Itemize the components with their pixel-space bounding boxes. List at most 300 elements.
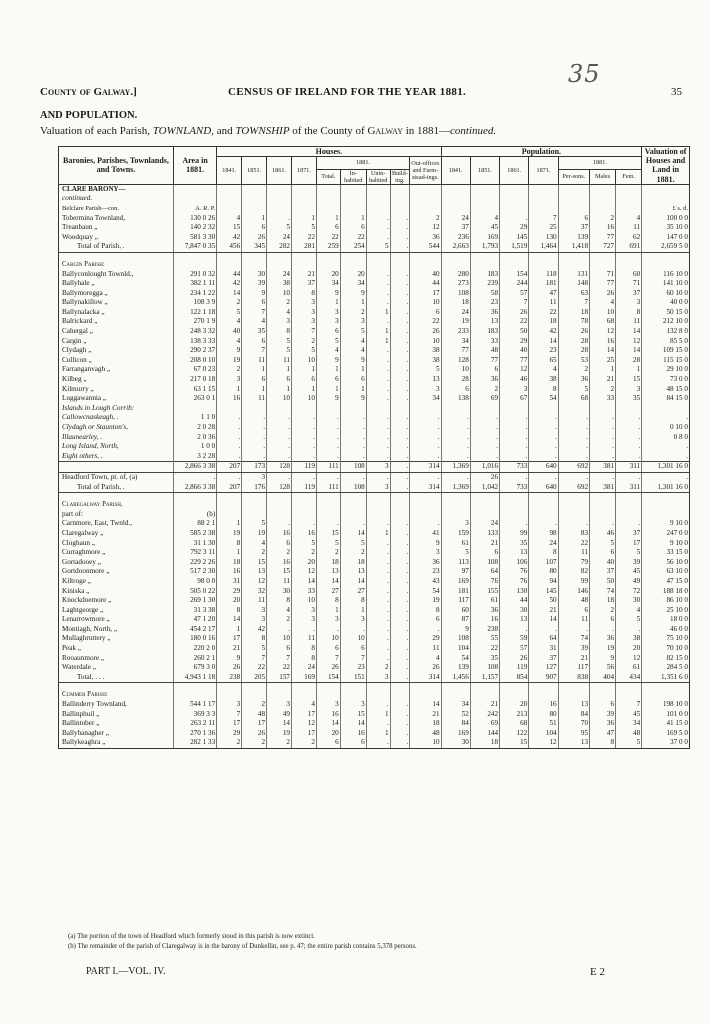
- table-cell: 2: [217, 365, 242, 375]
- table-cell: 6: [590, 615, 616, 625]
- table-cell: [267, 184, 292, 194]
- table-cell: 117: [558, 663, 589, 673]
- table-cell: 52: [441, 710, 470, 720]
- table-cell: 18: [217, 558, 242, 568]
- table-cell: 50 15 0: [642, 308, 690, 318]
- table-cell: 154: [316, 673, 340, 683]
- table-cell: 58: [470, 289, 499, 299]
- table-cell: 40: [500, 346, 529, 356]
- table-cell: 1: [340, 298, 366, 308]
- table-cell: 75 10 0: [642, 634, 690, 644]
- table-row: [59, 558, 690, 568]
- table-cell: 5: [410, 365, 441, 375]
- table-cell: [292, 404, 317, 414]
- table-cell: 3: [292, 606, 317, 616]
- table-cell: [242, 204, 267, 214]
- table-cell: 5: [340, 539, 366, 549]
- table-cell: .: [500, 442, 529, 452]
- table-cell: 15: [267, 567, 292, 577]
- row-label: Ballintober „: [59, 719, 174, 729]
- row-label: Total of Parish, .: [59, 242, 174, 252]
- table-cell: 2,663: [441, 242, 470, 252]
- page-number: 35: [671, 86, 682, 98]
- table-cell: .: [316, 519, 340, 529]
- table-cell: 5: [316, 539, 340, 549]
- row-label: Tobermina Townland,: [59, 214, 174, 224]
- table-cell: [616, 500, 642, 510]
- row-label: Carnmore, East, Twnld.,: [59, 519, 174, 529]
- table-cell: .: [590, 452, 616, 462]
- row-label: Rooaunmore „: [59, 654, 174, 664]
- table-cell: 6: [340, 375, 366, 385]
- table-cell: 24: [470, 519, 499, 529]
- table-cell: .: [267, 214, 292, 224]
- table-cell: 213: [500, 710, 529, 720]
- table-cell: 381: [590, 462, 616, 473]
- table-cell: [292, 184, 317, 194]
- table-cell: 1: [217, 625, 242, 635]
- table-cell: .: [366, 654, 390, 664]
- table-cell: .: [500, 413, 529, 423]
- table-cell: 63 1 15: [173, 385, 216, 395]
- table-cell: .: [366, 577, 390, 587]
- table-row: [59, 654, 690, 664]
- table-cell: 51: [529, 719, 558, 729]
- table-cell: 17: [217, 634, 242, 644]
- row-label: Islands in Lough Corrib:: [59, 404, 174, 414]
- table-cell: 8: [616, 308, 642, 318]
- table-cell: 10: [410, 298, 441, 308]
- table-cell: 907: [529, 673, 558, 683]
- row-label: [59, 683, 174, 691]
- table-cell: .: [366, 606, 390, 616]
- table-cell: .: [390, 483, 410, 493]
- table-cell: [292, 690, 317, 700]
- table-cell: 11: [558, 548, 589, 558]
- row-label: Laghtgeorge „: [59, 606, 174, 616]
- table-cell: 22: [292, 233, 317, 243]
- table-cell: 14: [529, 337, 558, 347]
- table-cell: 4: [292, 700, 317, 710]
- row-label: Claregalway „: [59, 529, 174, 539]
- table-cell: [410, 493, 441, 501]
- table-cell: .: [616, 472, 642, 482]
- table-cell: 87: [441, 615, 470, 625]
- table-cell: .: [470, 423, 499, 433]
- table-cell: 1,519: [500, 242, 529, 252]
- table-cell: [292, 683, 317, 691]
- table-cell: 44: [410, 279, 441, 289]
- row-label: Kilmurry „: [59, 385, 174, 395]
- table-cell: 38: [410, 356, 441, 366]
- table-cell: .: [390, 375, 410, 385]
- table-cell: 260 2 1: [173, 654, 216, 664]
- caption-part: of the County of: [289, 125, 368, 137]
- table-cell: 404: [590, 673, 616, 683]
- table-cell: 46 0 0: [642, 625, 690, 635]
- table-cell: 4: [590, 298, 616, 308]
- table-row: [59, 270, 690, 280]
- table-row: [59, 615, 690, 625]
- table-cell: 281: [292, 242, 317, 252]
- table-cell: 17: [616, 539, 642, 549]
- table-cell: 1: [366, 710, 390, 720]
- table-cell: 1: [316, 385, 340, 395]
- caption-part: continued.: [450, 125, 497, 137]
- table-cell: 6: [267, 375, 292, 385]
- table-cell: 18: [340, 558, 366, 568]
- table-cell: 18: [410, 719, 441, 729]
- table-row: [59, 413, 690, 423]
- table-cell: 97: [441, 567, 470, 577]
- table-cell: 6: [267, 644, 292, 654]
- table-cell: 345: [242, 242, 267, 252]
- table-row: [59, 577, 690, 587]
- table-cell: 4: [616, 214, 642, 224]
- row-label: Cahergal „: [59, 327, 174, 337]
- table-cell: 20: [616, 644, 642, 654]
- table-cell: 12: [616, 654, 642, 664]
- table-cell: 188 18 0: [642, 587, 690, 597]
- table-cell: 21: [410, 710, 441, 720]
- table-cell: 59: [500, 634, 529, 644]
- table-cell: .: [366, 634, 390, 644]
- table-cell: 24: [441, 308, 470, 318]
- table-cell: 34: [340, 279, 366, 289]
- table-row: [59, 404, 690, 414]
- table-cell: 3: [316, 317, 340, 327]
- col-header-population: Population.: [441, 147, 642, 157]
- table-cell: [292, 204, 317, 214]
- table-cell: .: [390, 606, 410, 616]
- table-cell: 2: [217, 298, 242, 308]
- table-cell: [410, 252, 441, 260]
- table-cell: 2: [267, 615, 292, 625]
- table-cell: .: [616, 423, 642, 433]
- table-cell: 33: [292, 587, 317, 597]
- table-cell: 2: [267, 298, 292, 308]
- table-cell: .: [340, 472, 366, 482]
- table-cell: 14: [316, 719, 340, 729]
- col-header-valuation: Valuation of Houses and Land in 1881.: [642, 147, 690, 185]
- table-row: [59, 510, 690, 520]
- table-cell: [366, 500, 390, 510]
- table-cell: [500, 184, 529, 194]
- row-label: Curraghmore „: [59, 548, 174, 558]
- table-row: [59, 385, 690, 395]
- table-cell: 154: [500, 270, 529, 280]
- table-cell: 47: [590, 729, 616, 739]
- table-cell: 1: [217, 385, 242, 395]
- table-cell: 2: [217, 738, 242, 748]
- table-cell: 6: [316, 644, 340, 654]
- table-cell: .: [590, 625, 616, 635]
- table-cell: [292, 260, 317, 270]
- table-cell: 12: [292, 719, 317, 729]
- table-cell: 68: [558, 394, 589, 404]
- row-label: Clydagh or Staunton's,: [59, 423, 174, 433]
- table-cell: 16: [470, 615, 499, 625]
- table-cell: [500, 510, 529, 520]
- table-cell: 26: [217, 663, 242, 673]
- table-cell: 42: [242, 625, 267, 635]
- table-cell: 1: [242, 214, 267, 224]
- table-cell: [340, 184, 366, 194]
- table-cell: 1: [366, 529, 390, 539]
- table-cell: 44: [217, 270, 242, 280]
- table-cell: [410, 260, 441, 270]
- table-cell: 6: [590, 548, 616, 558]
- table-cell: [173, 500, 216, 510]
- table-cell: .: [390, 394, 410, 404]
- table-cell: 108: [340, 483, 366, 493]
- table-cell: 83: [558, 529, 589, 539]
- table-row: [59, 519, 690, 529]
- census-table-wrapper: [58, 146, 690, 749]
- table-cell: [242, 493, 267, 501]
- table-cell: 145: [529, 587, 558, 597]
- row-label: Illaunearley, .: [59, 433, 174, 443]
- table-cell: .: [340, 413, 366, 423]
- table-cell: 7: [500, 298, 529, 308]
- table-cell: 5: [616, 738, 642, 748]
- table-cell: 1 1 0: [173, 413, 216, 423]
- table-row: [59, 317, 690, 327]
- table-cell: 4: [242, 539, 267, 549]
- row-label: Luggawannia „: [59, 394, 174, 404]
- table-row: [59, 644, 690, 654]
- table-cell: 71: [616, 279, 642, 289]
- table-cell: 101 0 0: [642, 710, 690, 720]
- table-cell: 5: [242, 519, 267, 529]
- table-cell: 36: [470, 308, 499, 318]
- table-row: [59, 289, 690, 299]
- row-label: Total of Parish, .: [59, 483, 174, 493]
- table-cell: 86 10 0: [642, 596, 690, 606]
- table-cell: 47: [529, 289, 558, 299]
- table-row: [59, 472, 690, 482]
- table-cell: 2: [366, 663, 390, 673]
- table-cell: .: [340, 452, 366, 462]
- table-cell: 1: [366, 337, 390, 347]
- table-cell: 6: [410, 308, 441, 318]
- col-header-uninhabited: Unin-habited: [366, 169, 390, 184]
- table-cell: 23: [470, 298, 499, 308]
- table-cell: .: [267, 519, 292, 529]
- table-cell: [616, 493, 642, 501]
- table-cell: 3: [441, 519, 470, 529]
- table-cell: .: [390, 710, 410, 720]
- table-cell: 6: [242, 298, 267, 308]
- table-cell: [267, 194, 292, 204]
- table-cell: 1: [366, 308, 390, 318]
- col-header-pop-1851: 1851.: [470, 157, 499, 185]
- table-cell: 12: [590, 327, 616, 337]
- table-cell: 9: [340, 289, 366, 299]
- table-cell: .: [390, 270, 410, 280]
- row-label: Ballymoregga „: [59, 289, 174, 299]
- table-cell: 39: [616, 558, 642, 568]
- table-cell: 119: [292, 483, 317, 493]
- table-cell: 2: [267, 738, 292, 748]
- table-cell: [316, 510, 340, 520]
- table-cell: 84 15 0: [642, 394, 690, 404]
- table-cell: .: [340, 625, 366, 635]
- table-cell: 5: [267, 223, 292, 233]
- table-cell: 47 1 20: [173, 615, 216, 625]
- table-row: [59, 214, 690, 224]
- row-label: [59, 252, 174, 260]
- table-cell: 12: [500, 365, 529, 375]
- table-cell: .: [390, 615, 410, 625]
- table-cell: [242, 184, 267, 194]
- table-cell: 9: [441, 625, 470, 635]
- table-cell: [390, 204, 410, 214]
- col-header-1871: 1871.: [292, 157, 317, 185]
- table-cell: 3: [267, 317, 292, 327]
- table-cell: 39: [558, 644, 589, 654]
- table-cell: .: [390, 462, 410, 473]
- table-cell: 31: [217, 577, 242, 587]
- table-cell: [217, 683, 242, 691]
- table-cell: 14: [590, 346, 616, 356]
- table-cell: 72: [616, 587, 642, 597]
- table-cell: 23: [410, 567, 441, 577]
- table-cell: 42: [217, 233, 242, 243]
- table-cell: 0 8 0: [642, 433, 690, 443]
- table-row: [59, 375, 690, 385]
- table-cell: [500, 260, 529, 270]
- table-cell: [366, 252, 390, 260]
- table-cell: .: [410, 433, 441, 443]
- table-cell: [217, 184, 242, 194]
- table-cell: 108: [470, 558, 499, 568]
- table-cell: [390, 184, 410, 194]
- table-cell: 28: [558, 346, 589, 356]
- table-cell: 10: [441, 365, 470, 375]
- table-cell: 69: [470, 394, 499, 404]
- table-cell: 212 10 0: [642, 317, 690, 327]
- table-cell: [366, 510, 390, 520]
- table-cell: [366, 194, 390, 204]
- table-cell: 691: [616, 242, 642, 252]
- table-cell: 22: [500, 317, 529, 327]
- table-cell: 14: [616, 327, 642, 337]
- caption-part: , and: [211, 125, 236, 137]
- table-cell: 4: [242, 317, 267, 327]
- table-cell: 88 2 1: [173, 519, 216, 529]
- table-cell: 107: [529, 558, 558, 568]
- table-cell: .: [642, 472, 690, 482]
- table-cell: 11: [292, 634, 317, 644]
- table-cell: 13: [340, 567, 366, 577]
- table-cell: 1: [316, 214, 340, 224]
- table-row: [59, 719, 690, 729]
- table-cell: 1,351 6 0: [642, 673, 690, 683]
- table-row: [59, 184, 690, 194]
- table-cell: .: [316, 625, 340, 635]
- table-cell: 76: [500, 577, 529, 587]
- table-cell: 169 5 0: [642, 729, 690, 739]
- table-cell: .: [616, 433, 642, 443]
- table-cell: .: [390, 644, 410, 654]
- table-cell: 733: [500, 483, 529, 493]
- table-cell: 7: [267, 654, 292, 664]
- table-cell: 14: [316, 577, 340, 587]
- table-cell: .: [242, 423, 267, 433]
- table-cell: [500, 404, 529, 414]
- table-cell: 46: [590, 529, 616, 539]
- table-cell: [558, 260, 589, 270]
- table-cell: 99: [558, 577, 589, 587]
- table-cell: 42: [217, 279, 242, 289]
- table-cell: 45: [616, 567, 642, 577]
- table-cell: [267, 252, 292, 260]
- row-label: Headford Town, pt. of, (a): [59, 472, 174, 482]
- table-cell: 13: [558, 738, 589, 748]
- table-cell: 61: [441, 539, 470, 549]
- table-cell: 2: [292, 738, 317, 748]
- table-cell: [500, 204, 529, 214]
- table-cell: 10: [410, 738, 441, 748]
- table-cell: 6: [316, 223, 340, 233]
- table-cell: 26: [500, 308, 529, 318]
- caption-part: Valuation of each Parish,: [40, 125, 153, 137]
- table-cell: 22: [242, 663, 267, 673]
- table-cell: 67 0 23: [173, 365, 216, 375]
- table-cell: [590, 204, 616, 214]
- table-cell: £ s. d.: [642, 204, 690, 214]
- row-label: CLARE BARONY—: [59, 184, 174, 194]
- table-cell: 33 15 0: [642, 548, 690, 558]
- table-cell: 85 5 0: [642, 337, 690, 347]
- table-cell: .: [292, 413, 317, 423]
- caption-part: Galway: [367, 125, 403, 137]
- table-cell: [316, 184, 340, 194]
- table-cell: .: [500, 214, 529, 224]
- table-cell: 11: [267, 577, 292, 587]
- table-cell: 11: [616, 223, 642, 233]
- table-cell: 77: [590, 279, 616, 289]
- col-header-pop-1861: 1861.: [500, 157, 529, 185]
- table-cell: 77: [441, 346, 470, 356]
- table-cell: .: [316, 442, 340, 452]
- table-cell: 31 1 30: [173, 539, 216, 549]
- table-cell: 5: [340, 327, 366, 337]
- table-cell: .: [292, 423, 317, 433]
- table-cell: [217, 260, 242, 270]
- table-cell: .: [390, 548, 410, 558]
- table-cell: [470, 252, 499, 260]
- table-cell: 116 10 0: [642, 270, 690, 280]
- table-cell: 27: [340, 587, 366, 597]
- table-cell: [441, 404, 470, 414]
- table-cell: 10: [267, 289, 292, 299]
- table-cell: .: [410, 452, 441, 462]
- table-cell: .: [390, 308, 410, 318]
- table-cell: 10: [410, 337, 441, 347]
- table-cell: [529, 252, 558, 260]
- table-cell: .: [529, 423, 558, 433]
- table-cell: 61: [616, 663, 642, 673]
- table-cell: .: [366, 346, 390, 356]
- table-cell: 207: [217, 462, 242, 473]
- table-cell: .: [316, 452, 340, 462]
- table-cell: 198 10 0: [642, 700, 690, 710]
- subtitle: AND POPULATION.: [40, 110, 138, 121]
- table-cell: 106: [500, 558, 529, 568]
- table-cell: 6: [558, 606, 589, 616]
